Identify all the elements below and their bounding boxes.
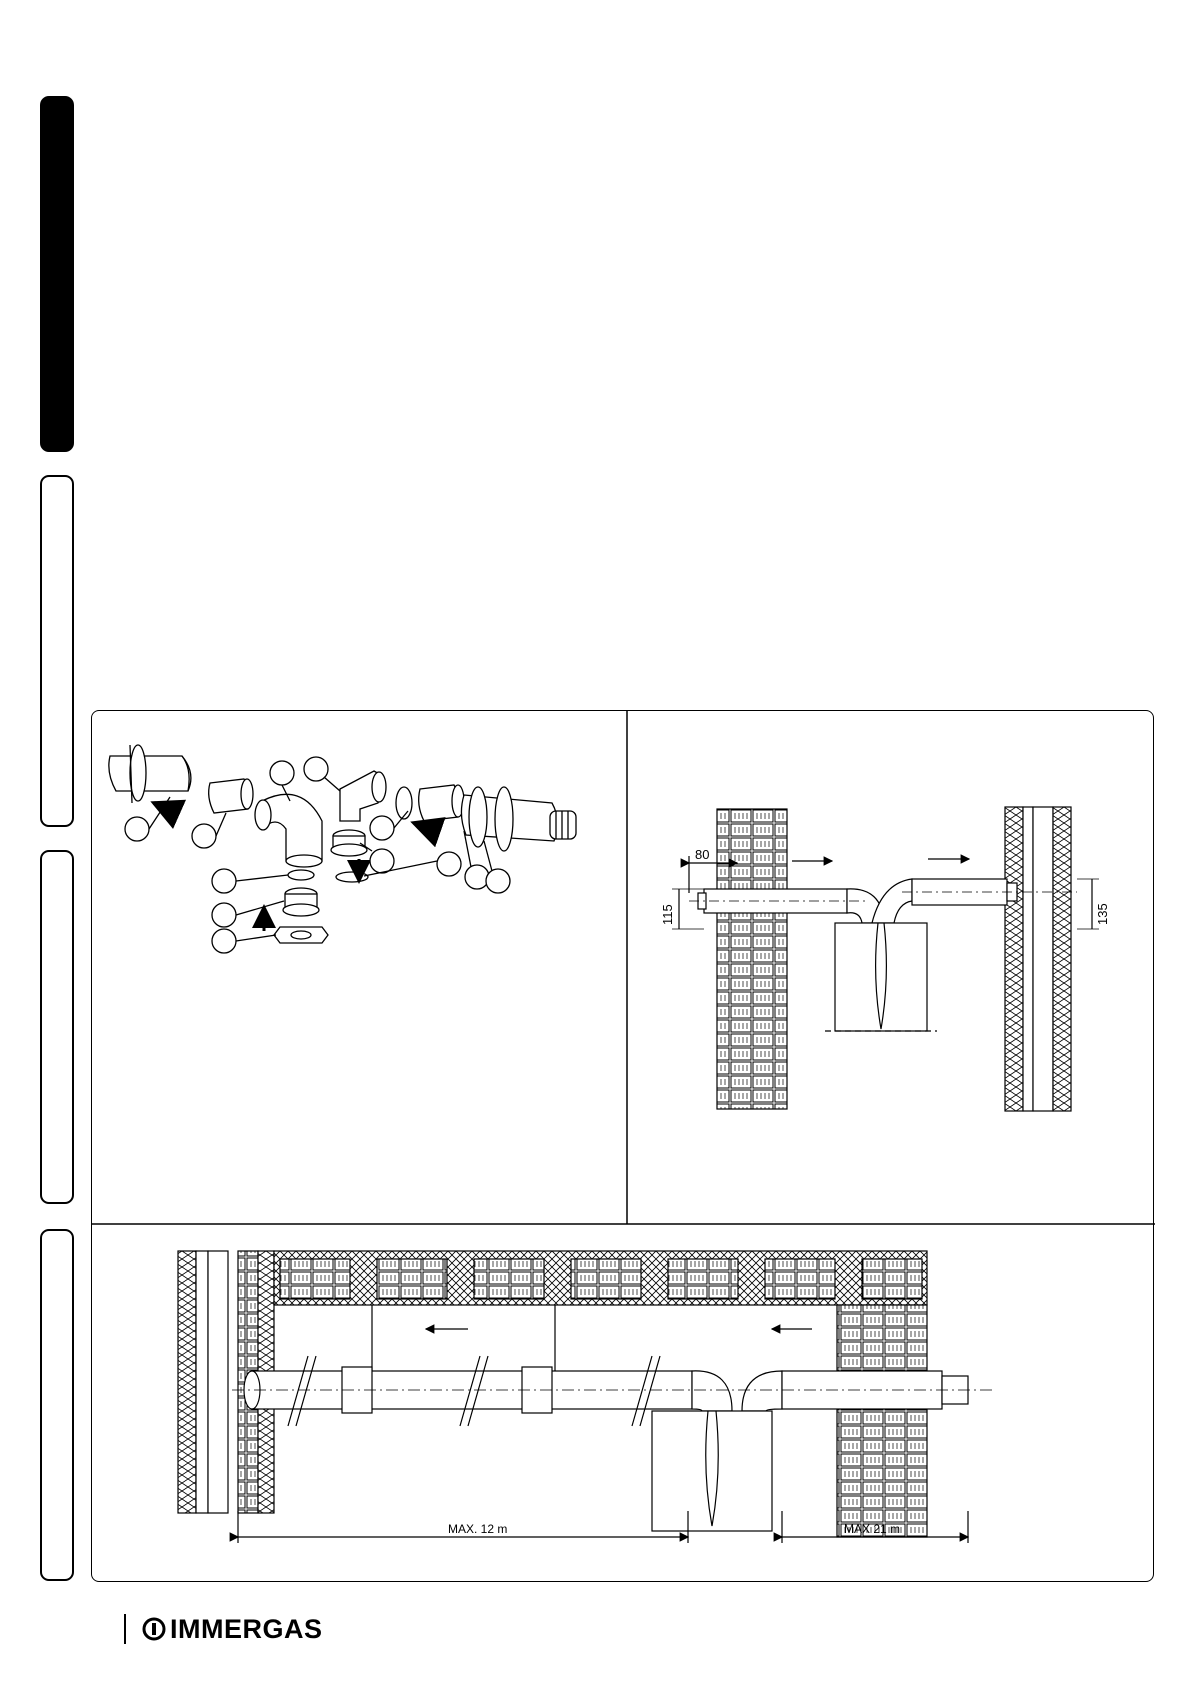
immergas-mark-icon — [142, 1617, 166, 1641]
length-limits-drawing — [178, 1251, 992, 1543]
section-tab[interactable] — [40, 475, 74, 827]
dim-135-label: 135 — [1095, 903, 1110, 925]
plan-view-drawing — [672, 807, 1099, 1111]
section-tab[interactable] — [40, 850, 74, 1204]
section-tab[interactable] — [40, 1229, 74, 1581]
footer-divider — [124, 1614, 126, 1644]
brand-logo — [142, 1614, 323, 1644]
dim-115-label: 115 — [660, 904, 675, 925]
figure-frame — [91, 710, 1154, 1582]
dim-80-label: 80 — [695, 847, 710, 862]
section-tab-active[interactable] — [40, 96, 74, 452]
max-length-right-label: MAX 21 m — [844, 1522, 901, 1536]
flue-installation-drawings — [92, 711, 1155, 1583]
exploded-kit-view — [109, 745, 576, 953]
max-length-left-label: MAX. 12 m — [448, 1522, 508, 1536]
brand-name: IMMERGAS — [170, 1613, 323, 1644]
